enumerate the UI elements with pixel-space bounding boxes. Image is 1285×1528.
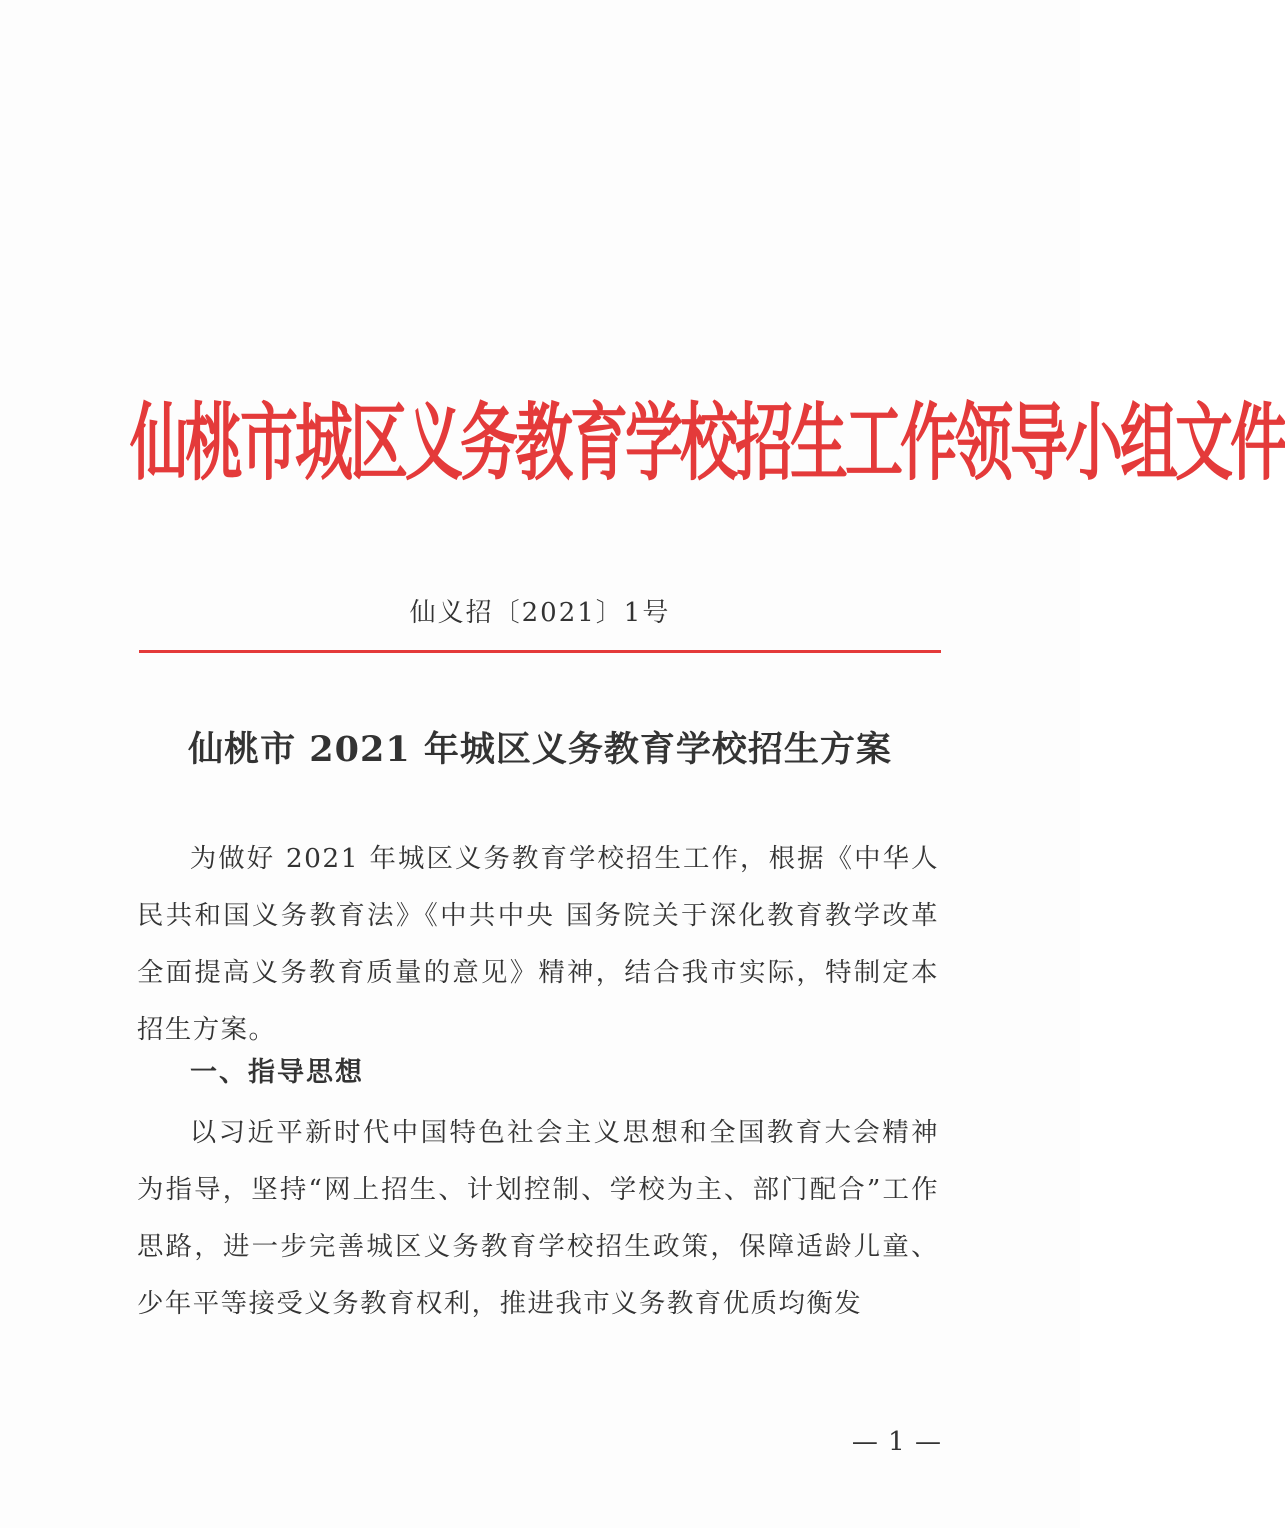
paragraph-intro: 为做好 2021 年城区义务教育学校招生工作，根据《中华人民共和国义务教育法》《中共中央 国务院关于深化教育教学改革全面提高义务教育质量的意见》精神，结合我市实际，特制定本招生方案。: [137, 843, 939, 1045]
document-number: 仙义招〔2021〕1号: [409, 598, 671, 628]
red-divider: [139, 650, 941, 653]
paragraph-guiding: 以习近平新时代中国特色社会主义思想和全国教育大会精神为指导，坚持“网上招生、计划控制、学校为主、部门配合”工作思路，进一步完善城区义务教育学校招生政策，保障适龄儿童、少年平等接受义务教育权利，推进我市义务教育优质均衡发: [137, 1117, 939, 1319]
document-title: 仙桃市 2021 年城区义务教育学校招生方案: [188, 729, 892, 770]
page-number: — 1 —: [851, 1427, 942, 1457]
section-heading: 一、指导思想: [190, 1057, 364, 1088]
red-header-title: 仙桃市城区义务教育学校招生工作领导小组文件: [130, 393, 1285, 493]
